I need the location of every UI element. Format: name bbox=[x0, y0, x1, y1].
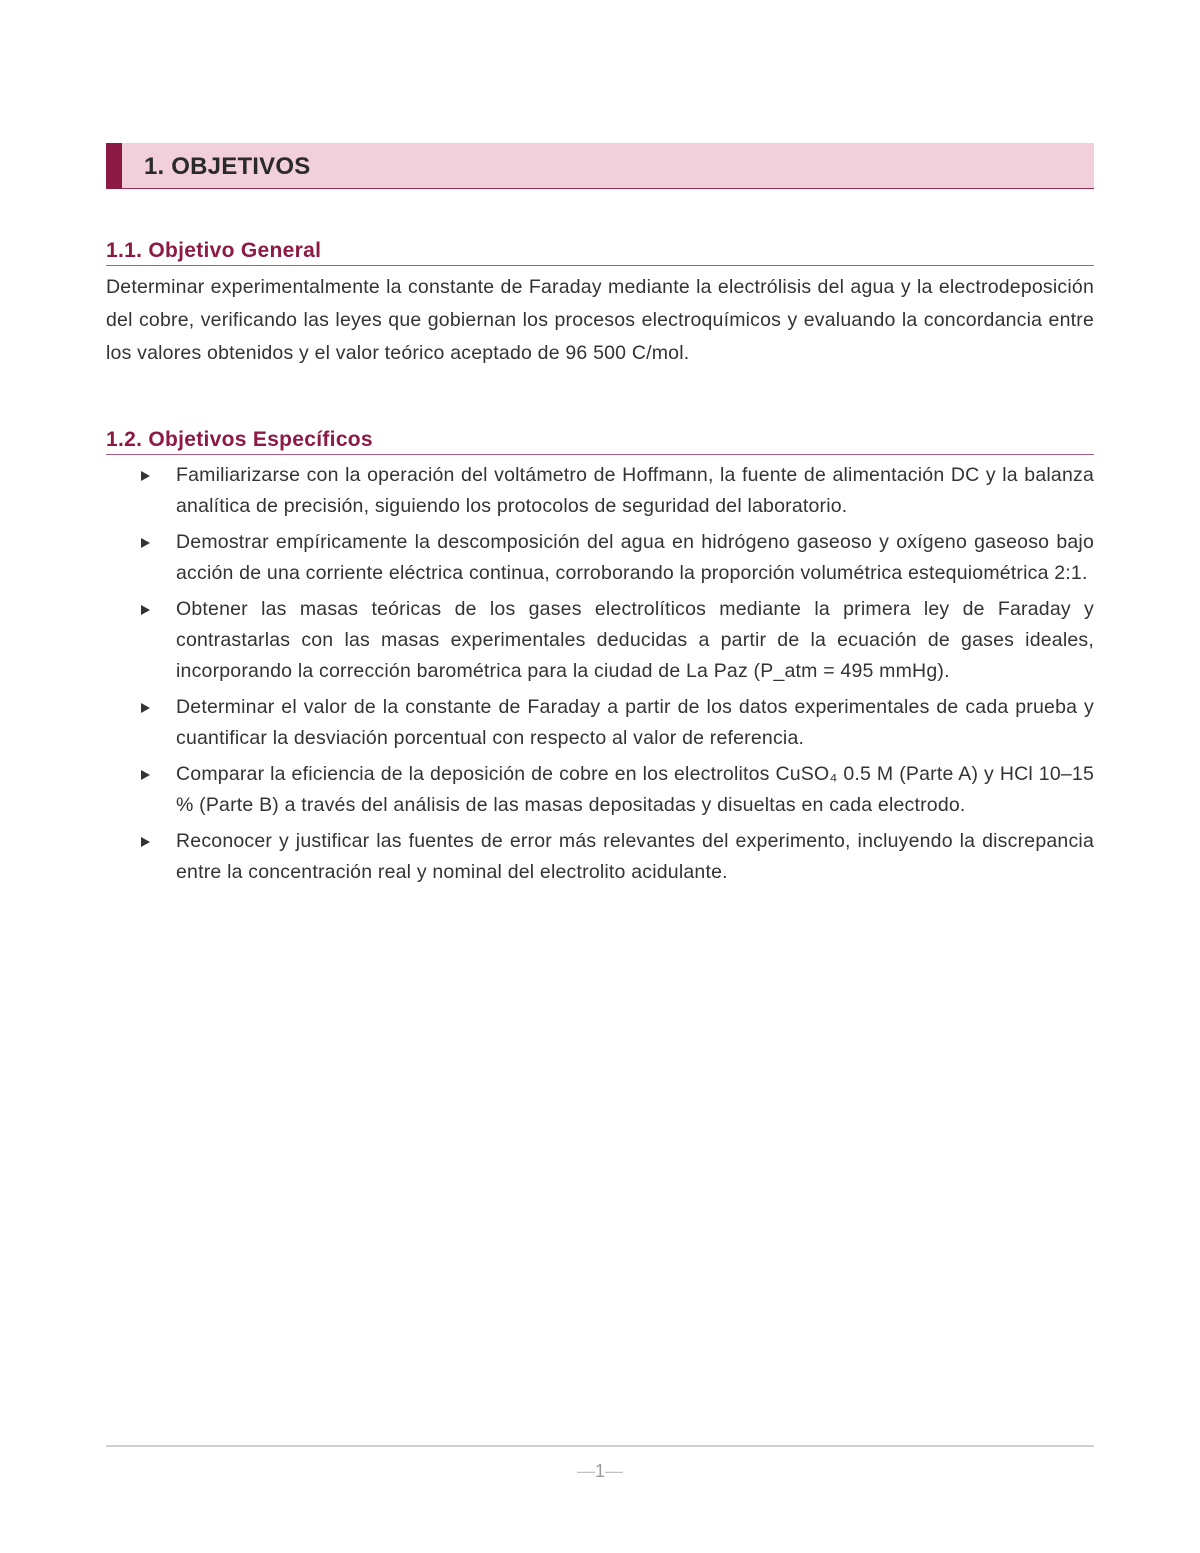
page-number-dash-right: — bbox=[605, 1461, 623, 1481]
objetivo-general-heading: 1.1. Objetivo General bbox=[106, 238, 1094, 266]
objetivos-especificos-list bbox=[106, 460, 1094, 893]
page-number-value: 1 bbox=[594, 1461, 605, 1481]
page-number-dash-left: — bbox=[576, 1461, 595, 1481]
footer-divider bbox=[106, 1445, 1094, 1447]
triangle-bullet-icon bbox=[141, 471, 150, 481]
objetivos-especificos-heading: 1.2. Objetivos Específicos bbox=[106, 427, 1094, 455]
triangle-bullet-icon bbox=[141, 605, 150, 615]
section-title: 1. OBJETIVOS bbox=[144, 153, 311, 180]
objetivo-general-text: Determinar experimentalmente la constante de Faraday mediante la electrólisis del agua y la electrodeposición del cobre, verificando las leyes que gobiernan los procesos electroquímicos y evaluando la concordancia entre los valores obtenidos y el valor teórico aceptado de 96 500 C/mol. bbox=[106, 276, 1094, 364]
list-item bbox=[106, 594, 1094, 687]
triangle-bullet-icon bbox=[141, 703, 150, 713]
list-item-text: Determinar el valor de la constante de Faraday a partir de los datos experimentales de cada prueba y cuantificar la desviación porcentual con respecto al valor de referencia. bbox=[176, 696, 1094, 749]
list-item-text: Reconocer y justificar las fuentes de error más relevantes del experimento, incluyendo la discrepancia entre la concentración real y nominal del electrolito acidulante. bbox=[176, 830, 1094, 883]
triangle-bullet-icon bbox=[141, 538, 150, 548]
section-accent-bar bbox=[106, 143, 122, 189]
list-item-text: Demostrar empíricamente la descomposición del agua en hidrógeno gaseoso y oxígeno gaseoso bajo acción de una corriente eléctrica continua, corroborando la proporción volumétrica estequiométrica 2:1. bbox=[176, 531, 1094, 584]
triangle-bullet-icon bbox=[141, 770, 150, 780]
list-item bbox=[106, 460, 1094, 522]
list-item bbox=[106, 826, 1094, 888]
list-item-text: Familiarizarse con la operación del voltámetro de Hoffmann, la fuente de alimentación DC y la balanza analítica de precisión, siguiendo los protocolos de seguridad del laboratorio. bbox=[176, 464, 1094, 517]
list-item bbox=[106, 759, 1094, 821]
triangle-bullet-icon bbox=[141, 837, 150, 847]
list-item bbox=[106, 692, 1094, 754]
page-number bbox=[106, 1461, 1094, 1482]
list-item bbox=[106, 527, 1094, 589]
list-item-text: Comparar la eficiencia de la deposición de cobre en los electrolitos CuSO₄ 0.5 M (Parte A) y HCl 10–15 % (Parte B) a través del análisis de las masas depositadas y disueltas en cada electrodo. bbox=[176, 763, 1094, 816]
list-item-text: Obtener las masas teóricas de los gases electrolíticos mediante la primera ley de Faraday y contrastarlas con las masas experimentales deducidas a partir de la ecuación de gases ideales, incorporando la corrección barométrica para la ciudad de La Paz (P_atm = 495 mmHg). bbox=[176, 598, 1094, 682]
document-page bbox=[106, 0, 1094, 1553]
section-banner bbox=[106, 143, 1094, 189]
